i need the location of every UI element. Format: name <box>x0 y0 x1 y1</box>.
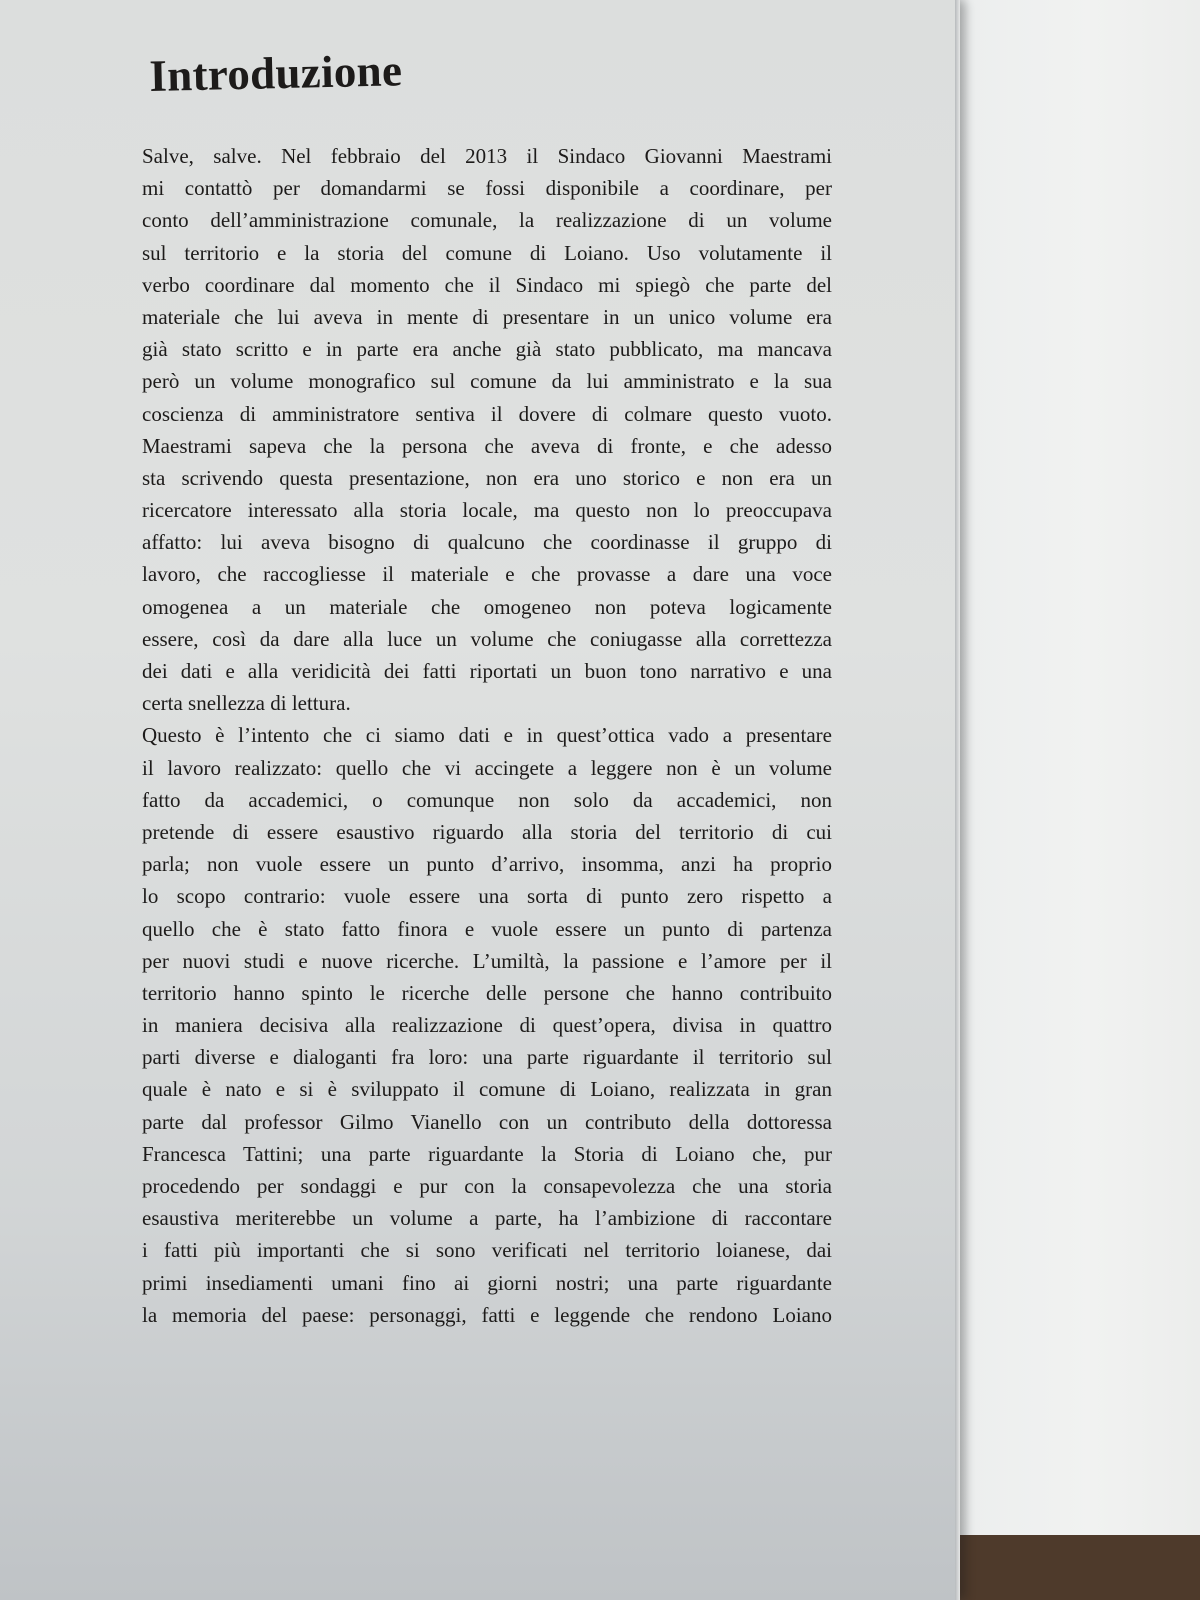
text-line: essere, così da dare alla luce un volume che coniugasse alla correttezza <box>142 626 832 651</box>
text-line: affatto: lui aveva bisogno di qualcuno che coordinasse il gruppo di <box>142 530 832 555</box>
text-line: coscienza di amministratore sentiva il dovere di colmare questo vuoto. <box>142 401 832 426</box>
text-line: il lavoro realizzato: quello che vi accingete a leggere non è un volume <box>142 755 832 780</box>
page-title: Introduzione <box>148 45 403 102</box>
text-line: certa snellezza di lettura. <box>142 691 351 716</box>
text-line: omogenea a un materiale che omogeneo non poteva logicamente <box>142 594 832 619</box>
text-line: pretende di essere esaustivo riguardo alla storia del territorio di cui <box>142 819 832 844</box>
text-line: materiale che lui aveva in mente di presentare in un unico volume era <box>142 304 832 329</box>
text-line: fatto da accademici, o comunque non solo da accademici, non <box>142 787 832 812</box>
text-line: parla; non vuole essere un punto d’arrivo, insomma, anzi ha proprio <box>142 852 832 877</box>
text-line: territorio hanno spinto le ricerche delle persone che hanno contribuito <box>142 980 832 1005</box>
text-line: sul territorio e la storia del comune di Loiano. Uso volutamente il <box>142 240 832 265</box>
text-line: ricercatore interessato alla storia locale, ma questo non lo preoccupava <box>142 498 832 523</box>
text-line: mi contattò per domandarmi se fossi disponibile a coordinare, per <box>142 176 832 201</box>
text-line: conto dell’amministrazione comunale, la realizzazione di un volume <box>142 208 832 233</box>
text-line: per nuovi studi e nuove ricerche. L’umiltà, la passione e l’amore per il <box>142 948 832 973</box>
page-text <box>142 45 832 1331</box>
text-line: lo scopo contrario: vuole essere una sorta di punto zero rispetto a <box>142 884 832 909</box>
text-line: Francesca Tattini; una parte riguardante la Storia di Loiano che, pur <box>142 1141 832 1166</box>
text-line: parte dal professor Gilmo Vianello con un contributo della dottoressa <box>142 1109 832 1134</box>
text-line: sta scrivendo questa presentazione, non era uno storico e non era un <box>142 465 832 490</box>
text-line: lavoro, che raccogliesse il materiale e che provasse a dare una voce <box>142 562 832 587</box>
text-line: la memoria del paese: personaggi, fatti e leggende che rendono Loiano <box>142 1302 832 1327</box>
text-line: procedendo per sondaggi e pur con la consapevolezza che una storia <box>142 1174 832 1198</box>
text-line: Salve, salve. Nel febbraio del 2013 il Sindaco Giovanni Maestrami <box>142 144 832 168</box>
text-line: Maestrami sapeva che la persona che aveva di fronte, e che adesso <box>142 433 832 458</box>
facing-page <box>930 0 1200 1535</box>
page-edge <box>955 0 960 1600</box>
paragraph-2 <box>142 719 832 1331</box>
text-line: esaustiva meriterebbe un volume a parte, ha l’ambizione di raccontare <box>142 1206 832 1231</box>
text-line: dei dati e alla veridicità dei fatti riportati un buon tono narrativo e una <box>142 659 832 683</box>
text-line: quale è nato e si è sviluppato il comune di Loiano, realizzata in gran <box>142 1077 832 1102</box>
text-line: primi insediamenti umani fino ai giorni nostri; una parte riguardante <box>142 1270 832 1295</box>
text-line: in maniera decisiva alla realizzazione di quest’opera, divisa in quattro <box>142 1013 832 1038</box>
text-line: parti diverse e dialoganti fra loro: una parte riguardante il territorio sul <box>142 1045 832 1070</box>
text-line: però un volume monografico sul comune da lui amministrato e la sua <box>142 369 832 394</box>
text-line: Questo è l’intento che ci siamo dati e in quest’ottica vado a presentare <box>142 723 832 748</box>
text-line: quello che è stato fatto finora e vuole essere un punto di partenza <box>142 916 832 941</box>
paragraph-1 <box>142 140 832 719</box>
text-line: già stato scritto e in parte era anche già stato pubblicato, ma mancava <box>142 337 832 362</box>
text-line: i fatti più importanti che si sono verificati nel territorio loianese, dai <box>142 1238 832 1263</box>
text-line: verbo coordinare dal momento che il Sindaco mi spiegò che parte del <box>142 272 832 297</box>
